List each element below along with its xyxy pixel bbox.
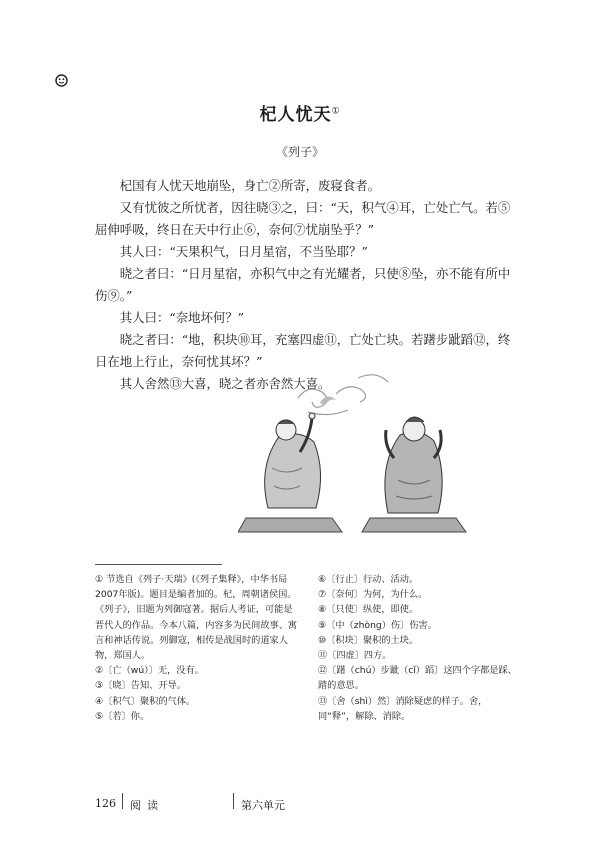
unit-label: 第六单元 <box>241 799 285 812</box>
footnotes-right <box>318 572 518 724</box>
footnote: ②〔亡（wú）〕无，没有。 <box>95 665 204 677</box>
right-figure <box>385 417 442 513</box>
page-title <box>0 100 600 125</box>
footnote: ⑩〔积块〕聚积的土块。 <box>318 634 419 646</box>
footnote: ⑤〔若〕你。 <box>95 710 150 722</box>
paragraph: 其人曰：“天果积气，日月星宿，不当坠耶？” <box>119 244 368 259</box>
classical-text <box>95 175 515 395</box>
paragraph: 其人曰：“奈地坏何？” <box>119 310 244 325</box>
footnote: ⑬〔舍（shì）然〕消除疑虑的样子。舍，同“释”，解除、消除。 <box>318 695 488 722</box>
footnote: ④〔积气〕聚积的气体。 <box>95 695 196 707</box>
footnote: ⑦〔奈何〕为何，为什么。 <box>318 589 428 601</box>
footnote-divider <box>95 564 222 565</box>
title-text: 杞人忧天 <box>259 105 332 125</box>
footnote: ⑪〔四虚〕四方。 <box>318 650 392 662</box>
left-figure <box>265 413 321 508</box>
footer-divider <box>233 793 234 809</box>
footnote: ① 节选自《列子·天瑞》(《列子集释》，中华书局2007年版)。题目是编者加的。杞，周朝诸侯国。《列子》，旧题为列御寇著。据后人考证，可能是晋代人的作品。今本八篇，内容多为民间故事、寓言和神话传说。列御寇，相传是战国时的道家人物，郑国人。 <box>95 574 298 662</box>
smiley-icon <box>55 74 68 87</box>
author-source: 《列子》 <box>275 145 324 159</box>
footnote: ⑥〔行止〕行动、活动。 <box>318 574 419 585</box>
paragraph: 杞国有人忧天地崩坠，身亡②所寄，废寝食者。 <box>119 178 380 193</box>
footnote: ⑨〔中（zhòng）伤〕伤害。 <box>318 619 437 631</box>
paragraph: 晓之者曰：“地，积块⑩耳，充塞四虚⑪，亡处亡块。若躇步跐蹈⑫，终日在地上行止，奈何忧其坏？” <box>95 332 511 369</box>
footnote: ⑫〔躇（chú）步跐（cǐ）蹈〕这四个字都是踩、踏的意思。 <box>318 665 517 692</box>
footnote: ⑧〔只使〕纵使，即使。 <box>318 604 419 616</box>
paragraph: 晓之者曰：“日月星宿，亦积气中之有光耀者，只使⑧坠，亦不能有所中伤⑨。” <box>95 266 511 303</box>
illustration-two-figures <box>238 368 470 540</box>
footnote: ③〔晓〕告知、开导。 <box>95 680 186 692</box>
page-number: 126 <box>95 797 116 810</box>
paragraph: 其人舍然⑬大喜，晓之者亦舍然大喜。 <box>119 376 331 391</box>
footnotes-left <box>95 572 300 724</box>
paragraph: 又有忧彼之所忧者，因往晓③之，曰：“天，积气④耳，亡处亡气。若⑤屈伸呼吸，终日在天中行止⑥，奈何⑦忧崩坠乎？” <box>95 200 511 237</box>
section-label: 阅读 <box>130 799 164 812</box>
title-footnote-marker: ① <box>331 106 341 117</box>
footer-divider <box>122 793 123 809</box>
